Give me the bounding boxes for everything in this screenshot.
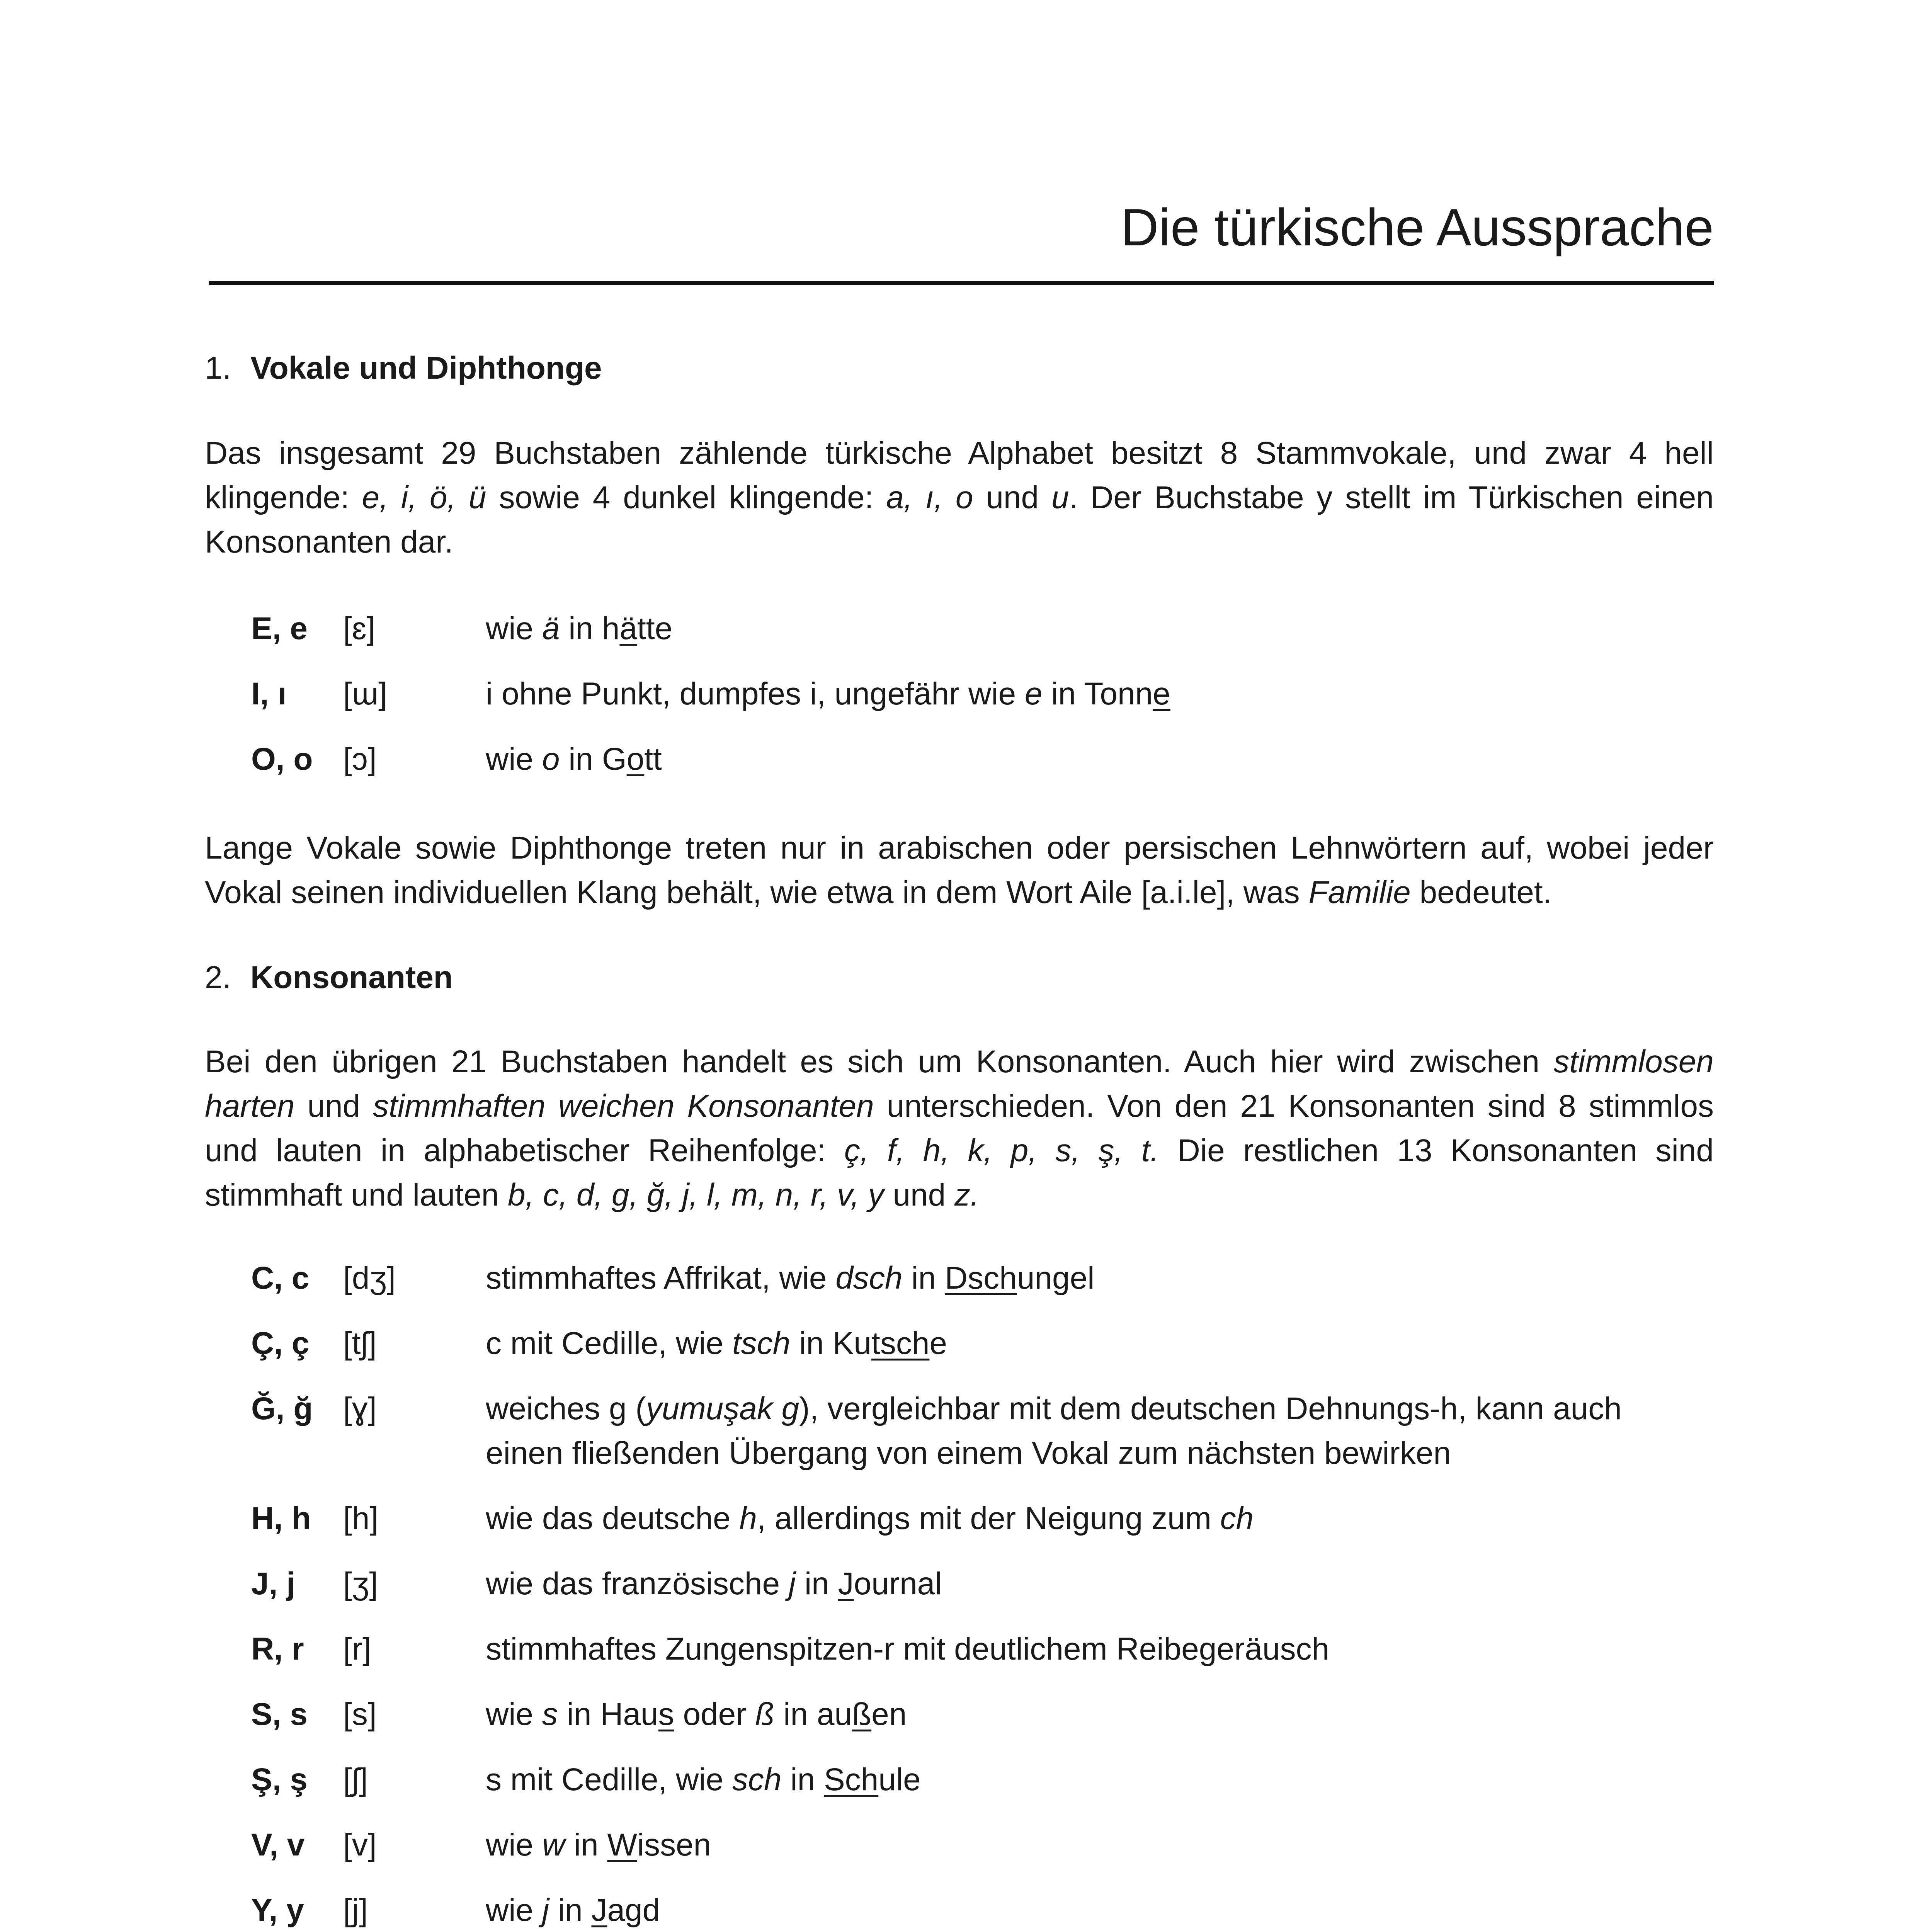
pronunciation-description: wie s in Haus oder ß in außen (486, 1697, 907, 1732)
letter-pair: Ç, ç (251, 1326, 310, 1361)
letter-pair: Ğ, ğ (251, 1391, 313, 1426)
section-number: 1. (205, 350, 231, 386)
pronunciation-description: stimmhaftes Zungenspitzen-r mit deutlichem Reibegeräusch (486, 1631, 1330, 1667)
vowel-row-i (0, 672, 1917, 716)
header-rule (209, 281, 1714, 285)
letter-pair: V, v (251, 1827, 305, 1862)
paragraph-line: harten und stimmhaften weichen Konsonanten unterschieden. Von den 21 Konsonanten sind 8 stimmlos (205, 1088, 1714, 1124)
section-title: Konsonanten (250, 960, 453, 995)
consonant-row-r (0, 1627, 1917, 1671)
consonant-row-s-cedilla (0, 1757, 1917, 1802)
pronunciation-description: wie o in Gott (486, 742, 662, 777)
section-heading-1 (205, 352, 602, 384)
ipa-symbol: [dʒ] (343, 1260, 396, 1296)
paragraph-line: Lange Vokale sowie Diphthonge treten nur in arabischen oder persischen Lehnwörtern auf, wobei jeder (205, 830, 1714, 866)
ipa-symbol: [ʃ] (343, 1762, 368, 1797)
pronunciation-description: wie ä in hätte (486, 611, 673, 646)
pronunciation-description: wie das deutsche h, allerdings mit der Neigung zum ch (486, 1501, 1254, 1536)
letter-pair: I, ı (251, 676, 287, 711)
letter-pair: O, o (251, 742, 313, 777)
pronunciation-description: wie das französische j in Journal (486, 1566, 942, 1601)
pronunciation-description: i ohne Punkt, dumpfes i, ungefähr wie e in Tonne (486, 676, 1170, 711)
paragraph-long-vowels (205, 826, 1714, 915)
paragraph-line: und lauten in alphabetischer Reihenfolge: ç, f, h, k, p, s, ş, t. Die restlichen 13 Konsonanten sind (205, 1133, 1714, 1168)
letter-pair: J, j (251, 1566, 295, 1601)
letter-pair: Y, y (251, 1893, 304, 1928)
paragraph-line: klingende: e, i, ö, ü sowie 4 dunkel klingende: a, ı, o und u. Der Buchstabe y stellt im Türkischen einen (205, 480, 1714, 515)
section-number: 2. (205, 960, 231, 995)
letter-pair: H, h (251, 1501, 311, 1536)
section-title: Vokale und Diphthonge (250, 350, 602, 386)
letter-pair: S, s (251, 1697, 308, 1732)
letter-pair: Ş, ş (251, 1762, 308, 1797)
letter-pair: E, e (251, 611, 308, 646)
section-heading-2 (205, 962, 453, 993)
consonant-row-v (0, 1823, 1917, 1867)
paragraph-line: Bei den übrigen 21 Buchstaben handelt es sich um Konsonanten. Auch hier wird zwischen stimmlosen (205, 1044, 1714, 1079)
ipa-symbol: [r] (343, 1631, 371, 1667)
paragraph-line: stimmhaft und lauten b, c, d, g, ğ, j, l, m, n, r, v, y und z. (205, 1177, 979, 1213)
ipa-symbol: [tʃ] (343, 1326, 377, 1361)
vowel-row-e (0, 606, 1917, 651)
ipa-symbol: [ɛ] (343, 611, 376, 646)
pronunciation-description: c mit Cedille, wie tsch in Kutsche (486, 1326, 947, 1361)
letter-pair: C, c (251, 1260, 310, 1296)
paragraph-consonants (205, 1039, 1714, 1217)
ipa-symbol: [ʒ] (343, 1566, 378, 1601)
consonant-row-c-cedilla (0, 1321, 1917, 1366)
ipa-symbol: [ɯ] (343, 676, 387, 711)
ipa-symbol: [ɔ] (343, 742, 377, 777)
ipa-symbol: [j] (343, 1893, 368, 1928)
vowel-row-o (0, 737, 1917, 781)
paragraph-line: Vokal seinen individuellen Klang behält, wie etwa in dem Wort Aile [a.i.le], was Familie bedeutet. (205, 875, 1552, 910)
consonant-row-y (0, 1888, 1917, 1932)
ipa-symbol: [ɣ] (343, 1391, 377, 1426)
paragraph-line: Konsonanten dar. (205, 524, 453, 560)
pronunciation-description: wie w in Wissen (486, 1827, 711, 1862)
page-title: Die türkische Aussprache (1121, 198, 1714, 257)
ipa-symbol: [s] (343, 1697, 377, 1732)
pronunciation-description: s mit Cedille, wie sch in Schule (486, 1762, 921, 1797)
letter-pair: R, r (251, 1631, 304, 1667)
pronunciation-description: stimmhaftes Affrikat, wie dsch in Dschungel (486, 1260, 1095, 1296)
pronunciation-description: weiches g (yumuşak g), vergleichbar mit dem deutschen Dehnungs-h, kann auch (486, 1391, 1622, 1426)
ipa-symbol: [v] (343, 1827, 377, 1862)
paragraph-line: Das insgesamt 29 Buchstaben zählende türkische Alphabet besitzt 8 Stammvokale, und zwar 4 hell (205, 435, 1714, 471)
consonant-row-j (0, 1561, 1917, 1606)
consonant-row-c (0, 1256, 1917, 1300)
consonant-row-s (0, 1692, 1917, 1736)
consonant-row-g-breve (0, 1386, 1917, 1471)
pronunciation-description-line2: einen fließenden Übergang von einem Vokal zum nächsten bewirken (486, 1435, 1451, 1471)
ipa-symbol: [h] (343, 1501, 379, 1536)
pronunciation-description: wie j in Jagd (486, 1893, 660, 1928)
paragraph-alphabet (205, 431, 1714, 564)
consonant-row-h (0, 1496, 1917, 1541)
